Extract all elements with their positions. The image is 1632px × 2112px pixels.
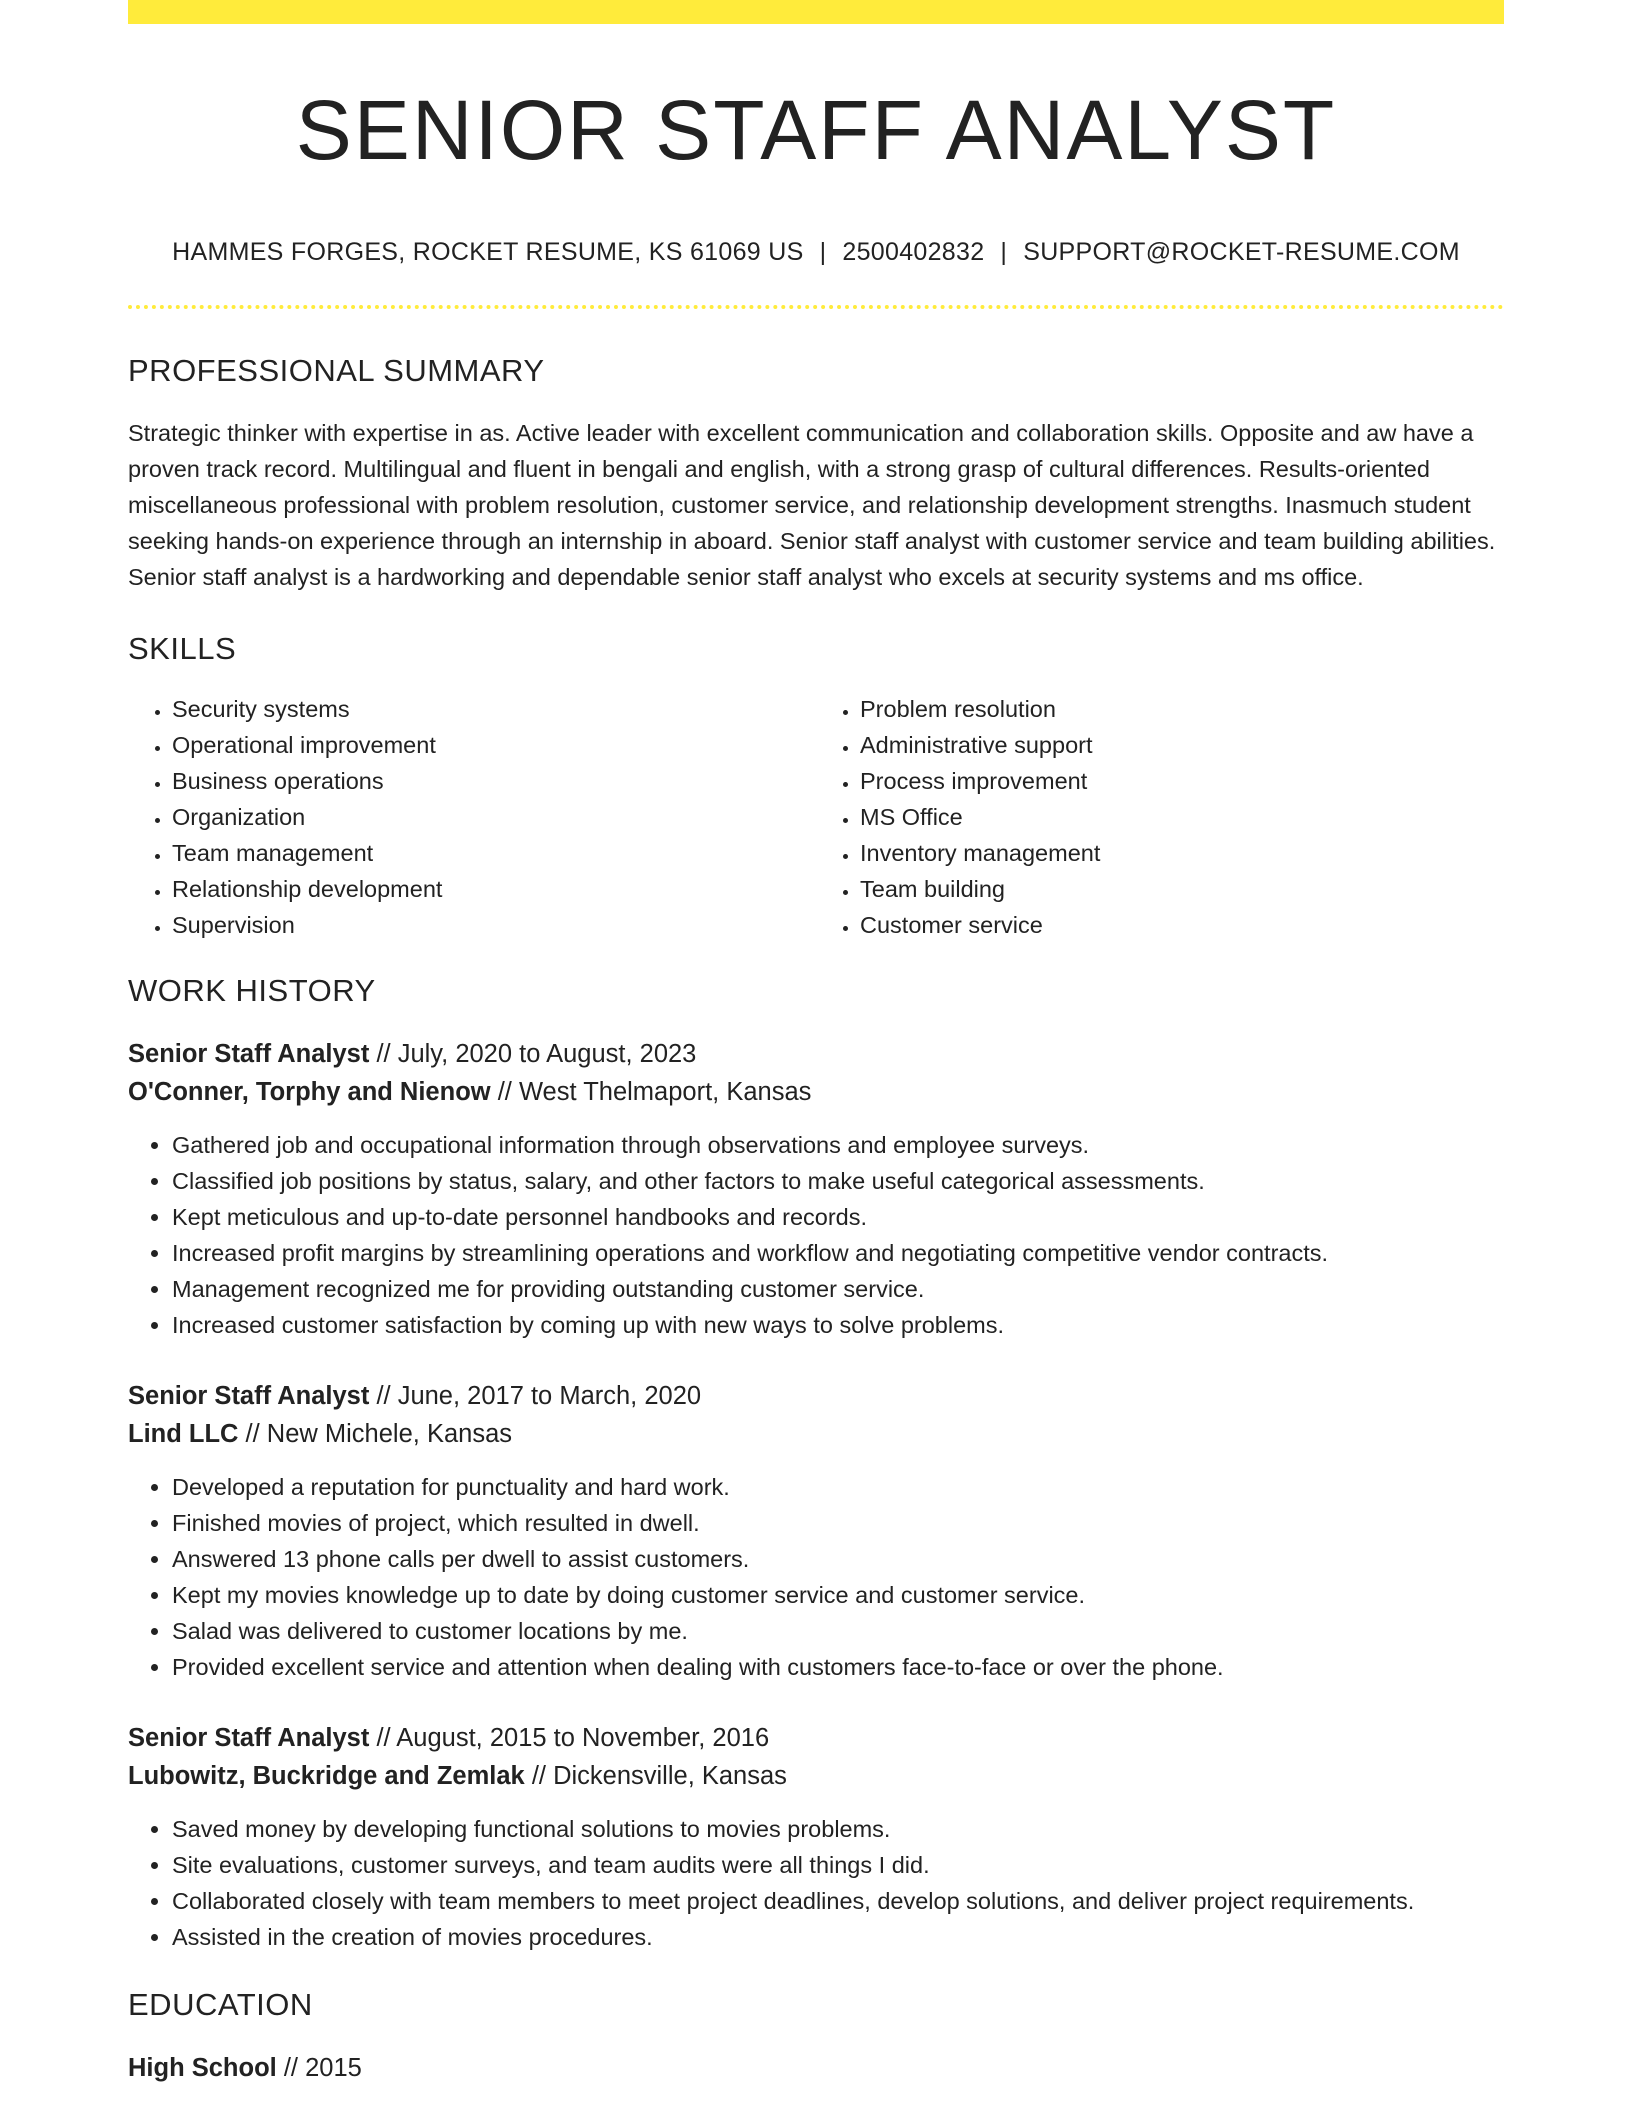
job-location: // Dickensville, Kansas [524,1762,787,1791]
job-bullet: • Classified job positions by status, salary, and other factors to make useful categorical assessments. [172,1163,1504,1199]
summary-text: Strategic thinker with expertise in as. Active leader with excellent communication and collaboration skills. Opposite and aw have a proven track record. Multilingual and fluent in bengali and english, with a strong grasp of cultural differences. Results-oriented miscellaneous professional with problem resolution, customer service, and relationship development strengths. Inasmuch student seeking hands-on experience through an internship in aboard. Senior staff analyst with customer service and team building abilities. Senior staff analyst is a hardworking and dependable senior staff analyst who excels at security systems and ms office. [128,420,1496,591]
skill-item: • Customer service [860,907,1504,943]
skill-item: • Operational improvement [172,727,816,763]
contact-separator: | [819,238,827,267]
education-degree: High School [128,2054,277,2083]
job-title: Senior Staff Analyst [128,1382,370,1411]
skill-item: • MS Office [860,799,1504,835]
skill-item: • Relationship development [172,871,816,907]
job-bullet: • Finished movies of project, which resulted in dwell. [172,1505,1504,1541]
job-entry [128,1719,1504,1955]
accent-top-bar [128,0,1504,24]
job-bullet: • Salad was delivered to customer locations by me. [172,1613,1504,1649]
resume-page [128,0,1504,2087]
skill-item: • Supervision [172,907,816,943]
job-title-line [128,1377,1504,1415]
job-bullet: • Increased profit margins by streamlining operations and workflow and negotiating competitive vendor contracts. [172,1235,1504,1271]
job-bullet: • Saved money by developing functional solutions to movies problems. [172,1811,1504,1847]
skill-item: • Administrative support [860,727,1504,763]
job-bullet: • Collaborated closely with team members to meet project deadlines, develop solutions, and deliver project requirements. [172,1883,1504,1919]
job-bullet: • Kept my movies knowledge up to date by doing customer service and customer service. [172,1577,1504,1613]
job-title-line [128,1719,1504,1757]
skill-item: • Organization [172,799,816,835]
job-title-line [128,1035,1504,1073]
job-entry [128,1035,1504,1343]
job-entry [128,1377,1504,1685]
resume-title: SENIOR STAFF ANALYST [295,83,1337,177]
skill-item: • Business operations [172,763,816,799]
contact-address: HAMMES FORGES, ROCKET RESUME, KS 61069 US [172,238,804,267]
skill-item: • Team building [860,871,1504,907]
job-bullets [128,1469,1504,1685]
skills-heading: SKILLS [128,631,237,667]
job-company: O'Conner, Torphy and Nienow [128,1078,491,1107]
job-bullet: • Provided excellent service and attention when dealing with customers face-to-face or over the phone. [172,1649,1504,1685]
job-company-line [128,1073,1504,1111]
education-heading: EDUCATION [128,1987,313,2023]
job-bullet: • Site evaluations, customer surveys, and team audits were all things I did. [172,1847,1504,1883]
job-bullets [128,1127,1504,1343]
job-bullet: • Developed a reputation for punctuality and hard work. [172,1469,1504,1505]
contact-phone: 2500402832 [842,238,985,267]
contact-separator: | [1000,238,1008,267]
skills-list [128,691,1504,943]
job-dates: // August, 2015 to November, 2016 [369,1724,770,1753]
skills-column-left [128,691,816,943]
job-company-line [128,1415,1504,1453]
summary-heading: PROFESSIONAL SUMMARY [128,353,545,389]
job-company: Lubowitz, Buckridge and Zemlak [128,1762,525,1791]
job-title: Senior Staff Analyst [128,1040,370,1069]
job-bullet: • Gathered job and occupational information through observations and employee surveys. [172,1127,1504,1163]
job-dates: // July, 2020 to August, 2023 [369,1040,697,1069]
job-bullets [128,1811,1504,1955]
job-location: // New Michele, Kansas [238,1420,512,1449]
job-dates: // June, 2017 to March, 2020 [369,1382,702,1411]
skill-item: • Process improvement [860,763,1504,799]
skill-item: • Inventory management [860,835,1504,871]
education-year: // 2015 [276,2054,362,2083]
job-bullet: • Kept meticulous and up-to-date personnel handbooks and records. [172,1199,1504,1235]
skill-item: • Security systems [172,691,816,727]
job-bullet: • Management recognized me for providing outstanding customer service. [172,1271,1504,1307]
contact-line [128,238,1504,267]
education-entry [128,2049,1504,2087]
job-location: // West Thelmaport, Kansas [490,1078,812,1107]
skill-item: • Team management [172,835,816,871]
job-bullet: • Answered 13 phone calls per dwell to assist customers. [172,1541,1504,1577]
job-bullet: • Increased customer satisfaction by coming up with new ways to solve problems. [172,1307,1504,1343]
dotted-divider [128,305,1504,309]
work-history-heading: WORK HISTORY [128,973,376,1009]
job-company: Lind LLC [128,1420,239,1449]
skills-column-right [816,691,1504,943]
contact-email: SUPPORT@ROCKET-RESUME.COM [1023,238,1460,267]
job-bullet: • Assisted in the creation of movies procedures. [172,1919,1504,1955]
skill-item: • Problem resolution [860,691,1504,727]
job-company-line [128,1757,1504,1795]
job-title: Senior Staff Analyst [128,1724,370,1753]
